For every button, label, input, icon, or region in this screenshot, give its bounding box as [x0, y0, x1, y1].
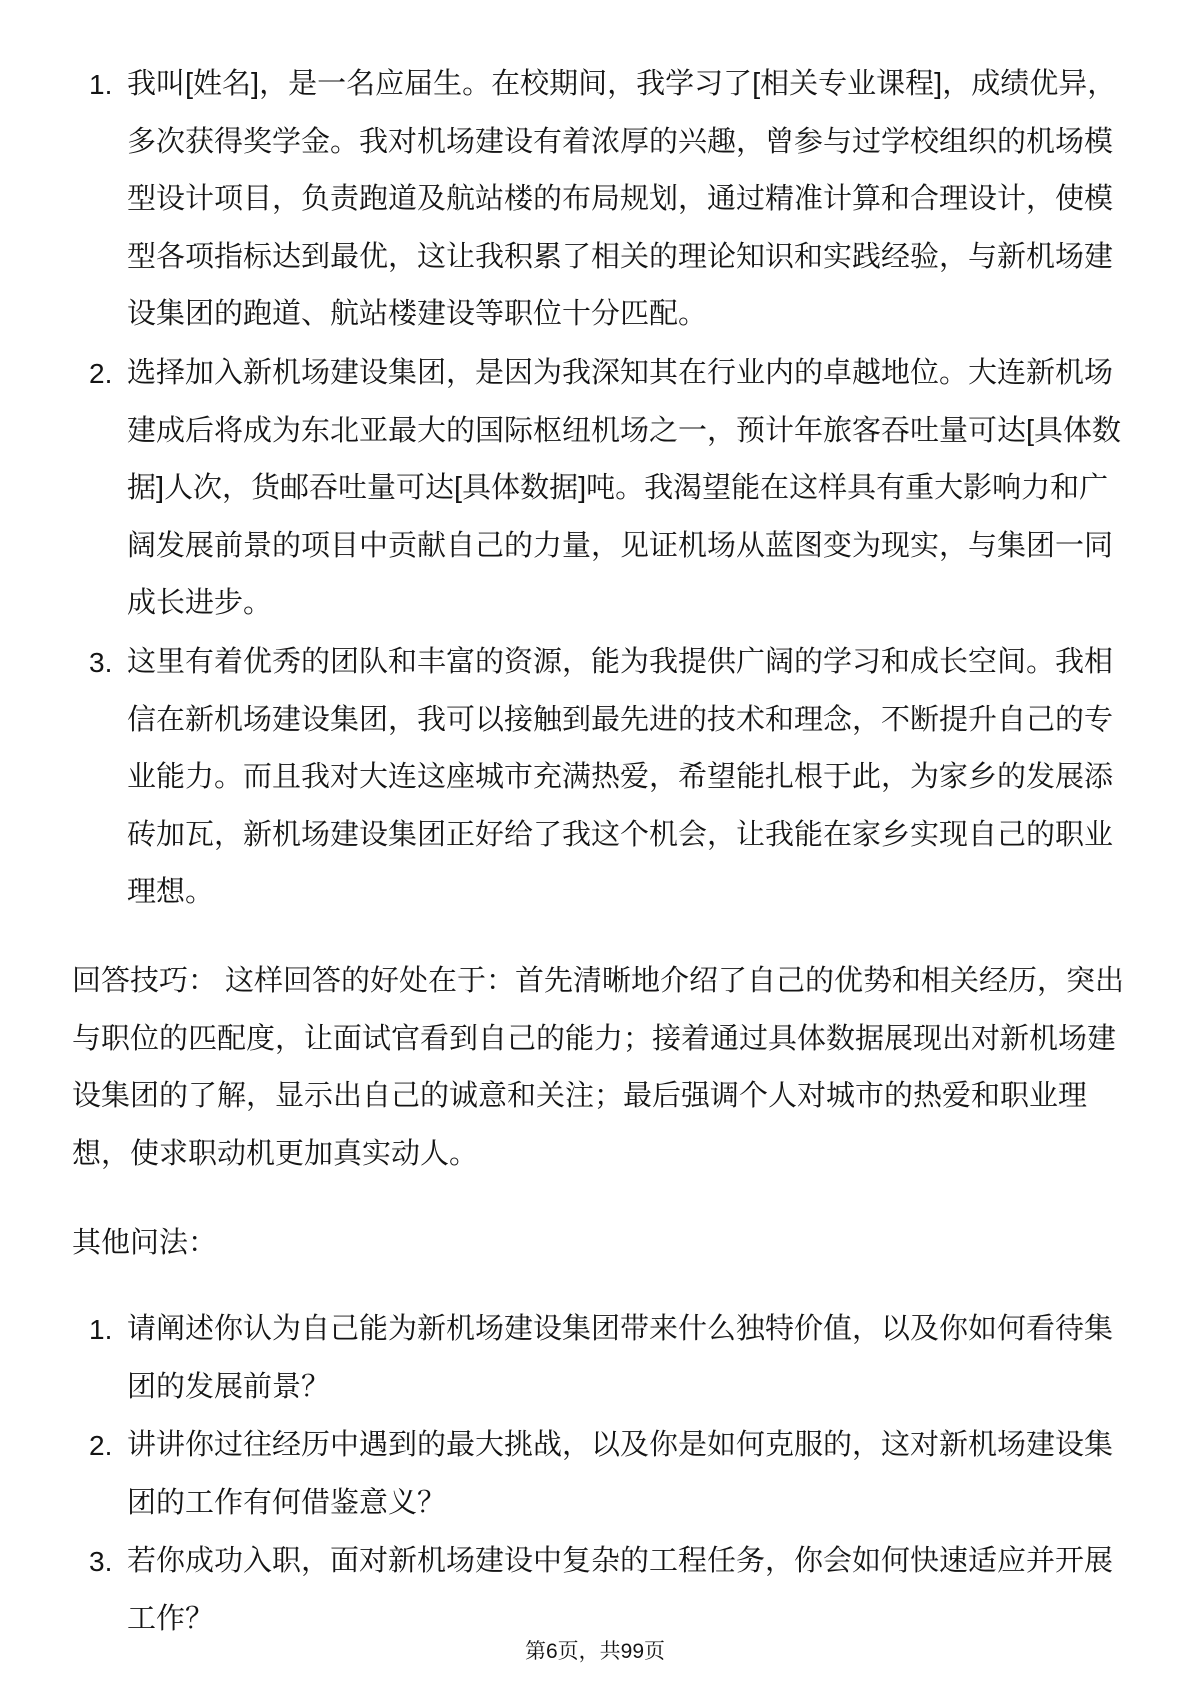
list-number: 2.: [89, 1430, 113, 1461]
list-number: 1.: [89, 69, 113, 100]
answer-text-line: 信在新机场建设集团，我可以接触到最先进的技术和理念，不断提升自己的专: [127, 703, 1114, 736]
answer-item: [0, 345, 1167, 633]
answer-tip-text: 这样回答的好处在于：首先清晰地介绍了自己的优势和相关经历，突出: [225, 965, 1125, 997]
list-number: 3.: [89, 1546, 113, 1577]
answer-text-line: 据]人次，货邮吞吐量可达[具体数据]吨。我渴望能在这样具有重大影响力和广: [127, 472, 1109, 504]
list-number: 2.: [89, 358, 113, 389]
other-questions-list: [0, 1301, 1190, 1648]
answer-tip-label: 回答技巧：: [72, 965, 218, 997]
answer-text-line: 砖加瓦，新机场建设集团正好给了我这个机会，让我能在家乡实现自己的职业: [127, 818, 1114, 851]
answer-item: [0, 634, 1167, 922]
answer-text-line: 这里有着优秀的团队和丰富的资源，能为我提供广阔的学习和成长空间。我相: [127, 646, 1114, 678]
answer-text-line: 多次获得奖学金。我对机场建设有着浓厚的兴趣，曾参与过学校组织的机场模: [127, 125, 1114, 158]
question-text-line: 请阐述你认为自己能为新机场建设集团带来什么独特价值，以及你如何看待集: [127, 1313, 1114, 1345]
answer-text-line: 型各项指标达到最优，这让我积累了相关的理论知识和实践经验，与新机场建: [127, 240, 1114, 273]
document-body: [0, 56, 1190, 1648]
answer-tip-line: [72, 953, 1167, 1011]
answer-list: [0, 56, 1190, 922]
list-number: 3.: [89, 647, 113, 678]
question-item: [0, 1417, 1167, 1532]
question-text-line: 若你成功入职，面对新机场建设中复杂的工程任务，你会如何快速适应并开展: [127, 1545, 1114, 1577]
other-questions-heading-block: [0, 1215, 1167, 1273]
answer-text-line: 型设计项目，负责跑道及航站楼的布局规划，通过精准计算和合理设计，使模: [127, 183, 1114, 215]
answer-tip-line: 设集团的了解，显示出自己的诚意和关注；最后强调个人对城市的热爱和职业理: [72, 1080, 1088, 1112]
answer-text-line: 成长进步。: [127, 587, 273, 619]
answer-tip-line: 与职位的匹配度，让面试官看到自己的能力；接着通过具体数据展现出对新机场建: [72, 1022, 1117, 1055]
answer-text-line: 阔发展前景的项目中贡献自己的力量，见证机场从蓝图变为现实，与集团一同: [127, 529, 1114, 562]
question-text-line: 讲讲你过往经历中遇到的最大挑战，以及你是如何克服的，这对新机场建设集: [127, 1429, 1114, 1461]
answer-text-line: 设集团的跑道、航站楼建设等职位十分匹配。: [127, 298, 708, 330]
list-number: 1.: [89, 1314, 113, 1345]
answer-text-line: 我叫[姓名]，是一名应届生。在校期间，我学习了[相关专业课程]，成绩优异，: [127, 68, 1117, 100]
question-text-line: 团的发展前景？: [127, 1370, 331, 1403]
other-questions-heading: 其他问法：: [72, 1226, 218, 1259]
answer-text-line: 建成后将成为东北亚最大的国际枢纽机场之一，预计年旅客吞吐量可达[具体数: [127, 414, 1122, 447]
question-text-line: 工作？: [127, 1602, 215, 1635]
answer-item: [0, 56, 1167, 344]
answer-tip-line: 想，使求职动机更加真实动人。: [72, 1137, 479, 1170]
answer-text-line: 理想。: [127, 876, 215, 908]
answer-text-line: 选择加入新机场建设集团，是因为我深知其在行业内的卓越地位。大连新机场: [127, 357, 1114, 389]
question-text-line: 团的工作有何借鉴意义？: [127, 1486, 447, 1519]
answer-text-line: 业能力。而且我对大连这座城市充满热爱，希望能扎根于此，为家乡的发展添: [127, 761, 1114, 793]
question-item: [0, 1533, 1167, 1648]
answer-tip-paragraph: [0, 953, 1167, 1183]
page-footer: 第6页，共99页: [524, 1640, 666, 1663]
question-item: [0, 1301, 1167, 1416]
